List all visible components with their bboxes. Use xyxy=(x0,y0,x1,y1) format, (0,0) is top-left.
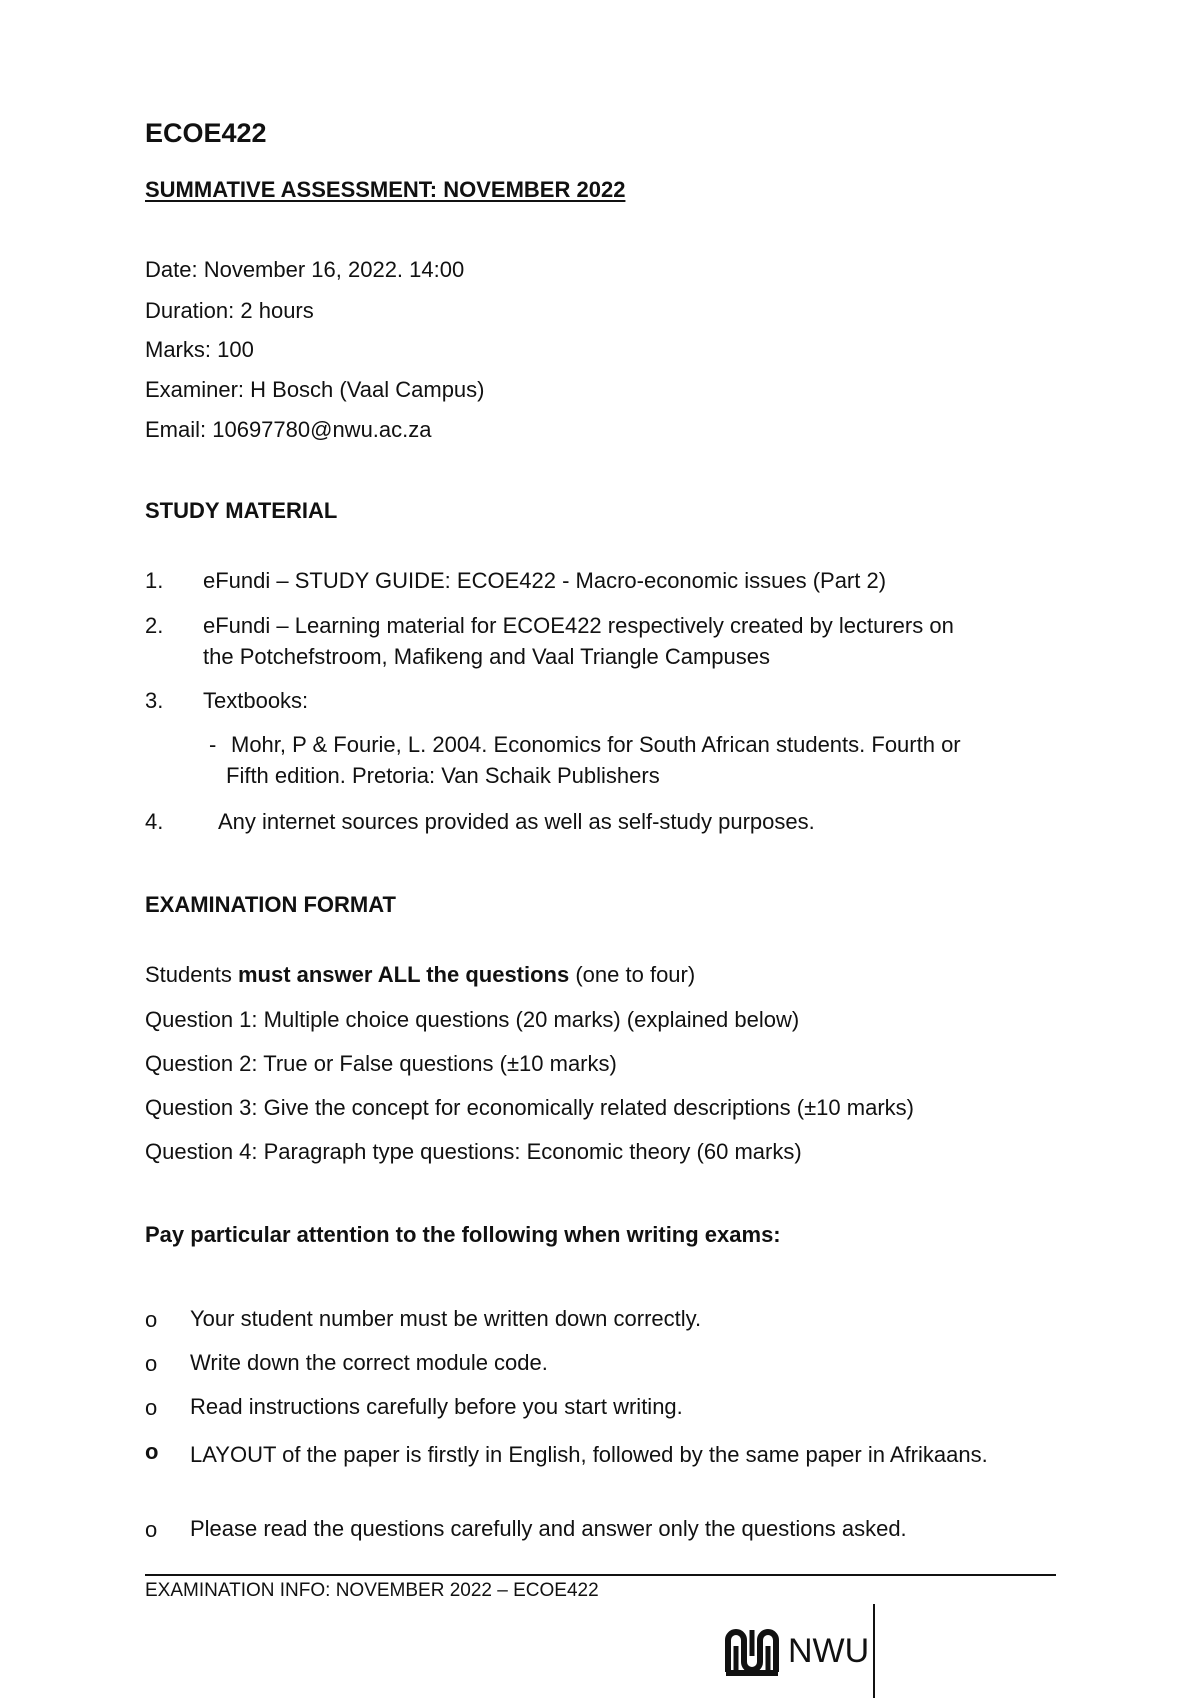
study-item-1: eFundi – STUDY GUIDE: ECOE422 - Macro-economic issues (Part 2) xyxy=(203,568,887,593)
study-item-2-line1: eFundi – Learning material for ECOE422 respectively created by lecturers on xyxy=(203,613,954,638)
intro-emphasis: must answer ALL the questions xyxy=(237,962,570,987)
question-3-line: Question 3: Give the concept for economically related descriptions (±10 marks) xyxy=(145,1095,914,1120)
textbook-line1: Mohr, P & Fourie, L. 2004. Economics for South African students. Fourth or xyxy=(231,732,961,757)
study-material-heading: STUDY MATERIAL xyxy=(145,498,338,523)
intro-text: Students xyxy=(145,962,238,987)
footer-divider xyxy=(145,1574,1056,1576)
assessment-title: SUMMATIVE ASSESSMENT: NOVEMBER 2022 xyxy=(145,177,626,202)
nwu-logo xyxy=(722,1622,870,1685)
attention-heading: Pay particular attention to the following when writing exams: xyxy=(145,1222,781,1247)
list-number: 3. xyxy=(145,688,164,713)
attention-item-5: Please read the questions carefully and answer only the questions asked. xyxy=(190,1516,907,1541)
bullet-icon: o xyxy=(145,1307,158,1332)
textbook-line2: Fifth edition. Pretoria: Van Schaik Publishers xyxy=(226,763,660,788)
examiner-line: Examiner: H Bosch (Vaal Campus) xyxy=(145,377,485,402)
textbook-dash: - xyxy=(209,732,217,757)
footer-text: EXAMINATION INFO: NOVEMBER 2022 – ECOE422 xyxy=(145,1580,599,1601)
question-1-line: Question 1: Multiple choice questions (20 marks) (explained below) xyxy=(145,1007,800,1032)
email-line: Email: 10697780@nwu.ac.za xyxy=(145,417,432,442)
list-number: 1. xyxy=(145,568,164,593)
module-code: ECOE422 xyxy=(145,118,267,148)
question-2-line: Question 2: True or False questions (±10 marks) xyxy=(145,1051,617,1076)
attention-item-4: LAYOUT of the paper is firstly in English, followed by the same paper in Afrikaans. xyxy=(190,1442,988,1467)
bullet-icon: o xyxy=(145,1351,158,1376)
attention-item-3: Read instructions carefully before you start writing. xyxy=(190,1394,683,1419)
bullet-icon: o xyxy=(145,1517,158,1542)
study-item-2-line2: the Potchefstroom, Mafikeng and Vaal Triangle Campuses xyxy=(203,644,771,669)
attention-item-2: Write down the correct module code. xyxy=(190,1350,548,1375)
bullet-icon: o xyxy=(145,1439,159,1464)
footer-vertical-divider xyxy=(873,1604,875,1698)
date-line: Date: November 16, 2022. 14:00 xyxy=(145,257,465,282)
bullet-icon: o xyxy=(145,1395,158,1420)
marks-line: Marks: 100 xyxy=(145,337,254,362)
exam-format-intro xyxy=(145,961,695,989)
duration-line: Duration: 2 hours xyxy=(145,298,314,323)
logo-text: NWU xyxy=(788,1632,870,1670)
exam-format-heading: EXAMINATION FORMAT xyxy=(145,892,396,917)
question-4-line: Question 4: Paragraph type questions: Economic theory (60 marks) xyxy=(145,1139,802,1164)
list-number: 4. xyxy=(145,809,164,834)
list-number: 2. xyxy=(145,613,164,638)
nwu-emblem-icon xyxy=(722,1622,782,1680)
study-item-4: Any internet sources provided as well as self-study purposes. xyxy=(218,809,815,834)
attention-item-1: Your student number must be written down correctly. xyxy=(190,1306,702,1331)
study-item-3: Textbooks: xyxy=(203,688,309,713)
intro-text-end: (one to four) xyxy=(569,962,696,987)
